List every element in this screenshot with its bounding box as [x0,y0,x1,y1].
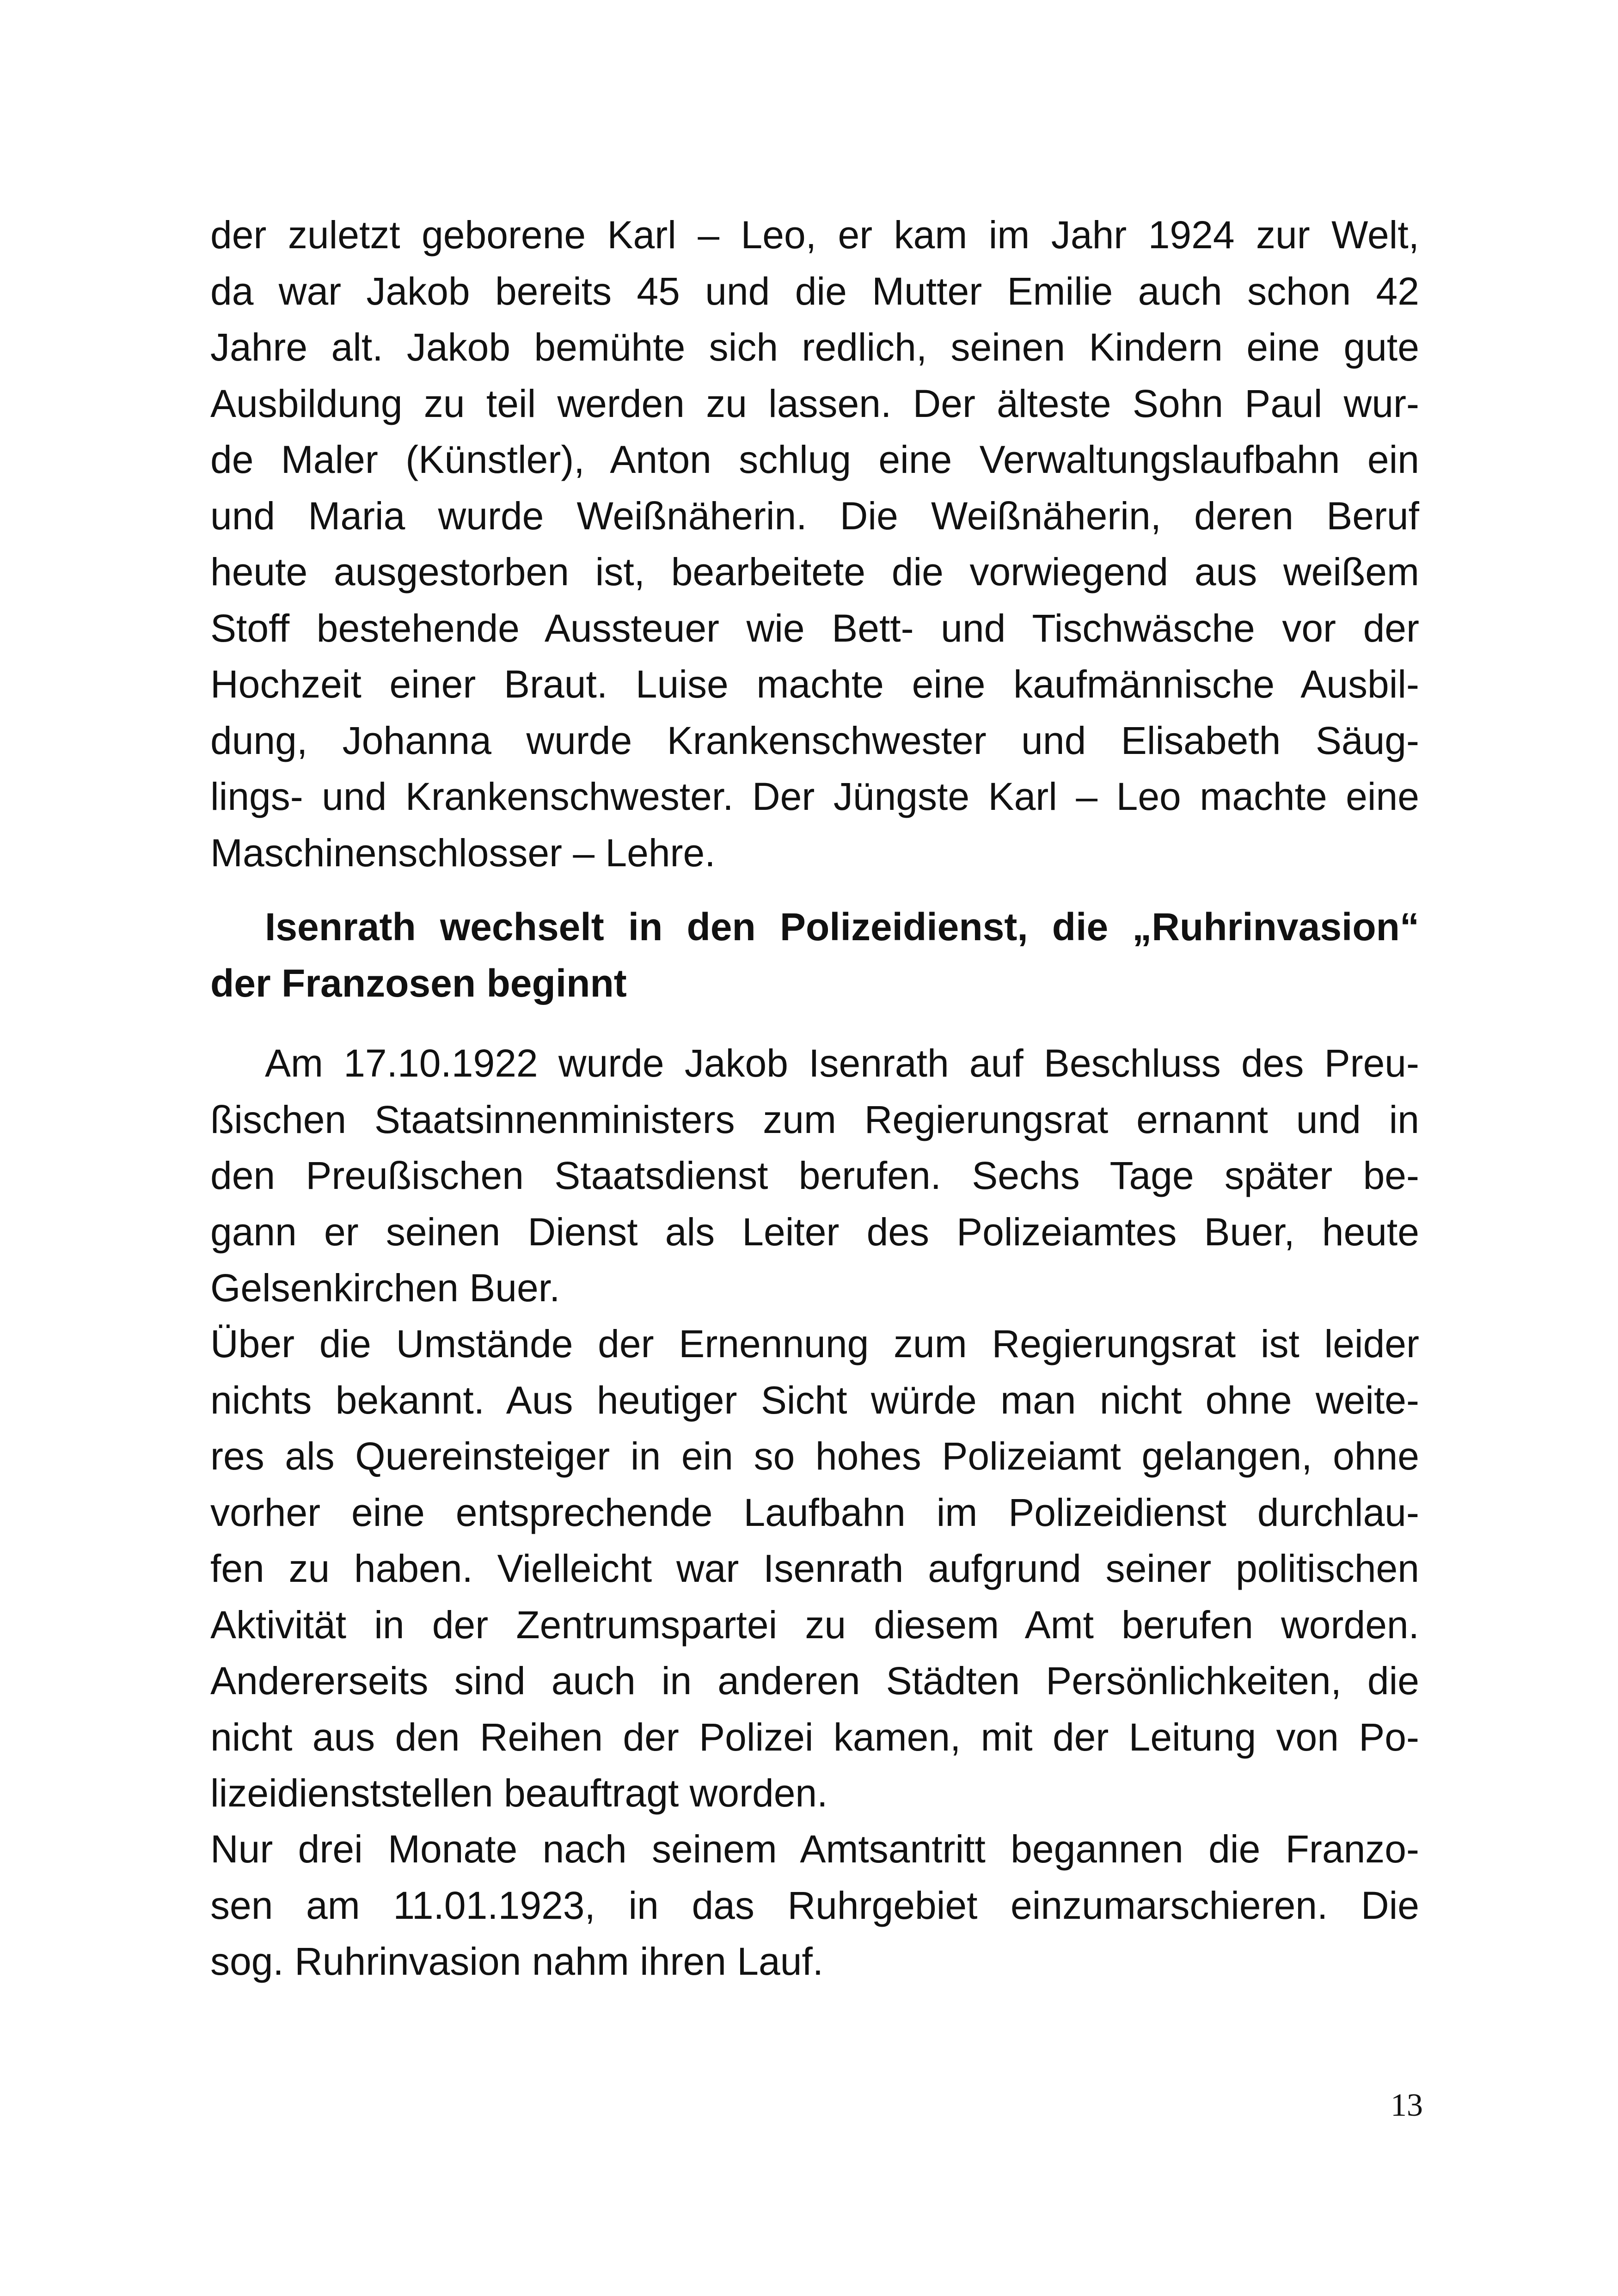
text-line: fen zu haben. Vielleicht war Isenrath aufgrund seiner politischen [210,1547,1419,1590]
text-line: Stoff bestehende Aussteuer wie Bett- und Tischwäsche vor der [210,606,1419,650]
text-line: lizeidienststellen beauftragt worden. [210,1771,828,1815]
text-line: Über die Umstände der Ernennung zum Regierungsrat ist leider [210,1322,1419,1365]
text-line: sen am 11.01.1923, in das Ruhrgebiet einzumarschieren. Die [210,1883,1419,1927]
section-heading [210,899,1419,1011]
text-line: nichts bekannt. Aus heutiger Sicht würde man nicht ohne weite- [210,1378,1419,1422]
text-line: ßischen Staatsinnenministers zum Regierungsrat ernannt und in [210,1097,1419,1141]
text-line: Hochzeit einer Braut. Luise machte eine kaufmännische Ausbil- [210,662,1419,706]
paragraph-4 [210,1821,1419,1990]
text-line: sog. Ruhrinvasion nahm ihren Lauf. [210,1940,824,1983]
text-line: und Maria wurde Weißnäherin. Die Weißnäherin, deren Beruf [210,494,1419,538]
paragraph-2 [210,1035,1419,1316]
text-line: dung, Johanna wurde Krankenschwester und Elisabeth Säug- [210,718,1419,762]
text-line: der zuletzt geborene Karl – Leo, er kam im Jahr 1924 zur Welt, [210,213,1419,257]
paragraph-1 [210,207,1419,881]
text-line: res als Quereinsteiger in ein so hohes Polizeiamt gelangen, ohne [210,1434,1419,1478]
text-line: gann er seinen Dienst als Leiter des Polizeiamtes Buer, heute [210,1210,1419,1254]
text-line: Jahre alt. Jakob bemühte sich redlich, seinen Kindern eine gute [210,325,1419,369]
text-line: lings- und Krankenschwester. Der Jüngste Karl – Leo machte eine [210,775,1419,818]
text-line: Gelsenkirchen Buer. [210,1266,560,1310]
text-line: de Maler (Künstler), Anton schlug eine Verwaltungslaufbahn ein [210,438,1419,481]
paragraph-3 [210,1316,1419,1822]
text-line: vorher eine entsprechende Laufbahn im Polizeidienst durchlau- [210,1490,1419,1534]
text-line: Andererseits sind auch in anderen Städten Persönlichkeiten, die [210,1659,1419,1702]
text-line: Am 17.10.1922 wurde Jakob Isenrath auf Beschluss des Preu- [265,1041,1419,1085]
text-line: Ausbildung zu teil werden zu lassen. Der älteste Sohn Paul wur- [210,381,1419,425]
heading-line: der Franzosen beginnt [210,961,627,1005]
text-line: Aktivität in der Zentrumspartei zu diesem Amt berufen worden. [210,1603,1419,1647]
page-number: 13 [1391,2088,1423,2123]
text-line: Nur drei Monate nach seinem Amtsantritt begannen die Franzo- [210,1827,1419,1871]
text-line: den Preußischen Staatsdienst berufen. Sechs Tage später be- [210,1154,1419,1197]
text-line: da war Jakob bereits 45 und die Mutter Emilie auch schon 42 [210,269,1419,313]
text-line: nicht aus den Reihen der Polizei kamen, mit der Leitung von Po- [210,1715,1419,1759]
heading-line: Isenrath wechselt in den Polizeidienst, die „Ruhrinvasion“ [265,905,1419,949]
text-line: Maschinenschlosser – Lehre. [210,831,716,875]
text-line: heute ausgestorben ist, bearbeitete die vorwiegend aus weißem [210,550,1419,594]
